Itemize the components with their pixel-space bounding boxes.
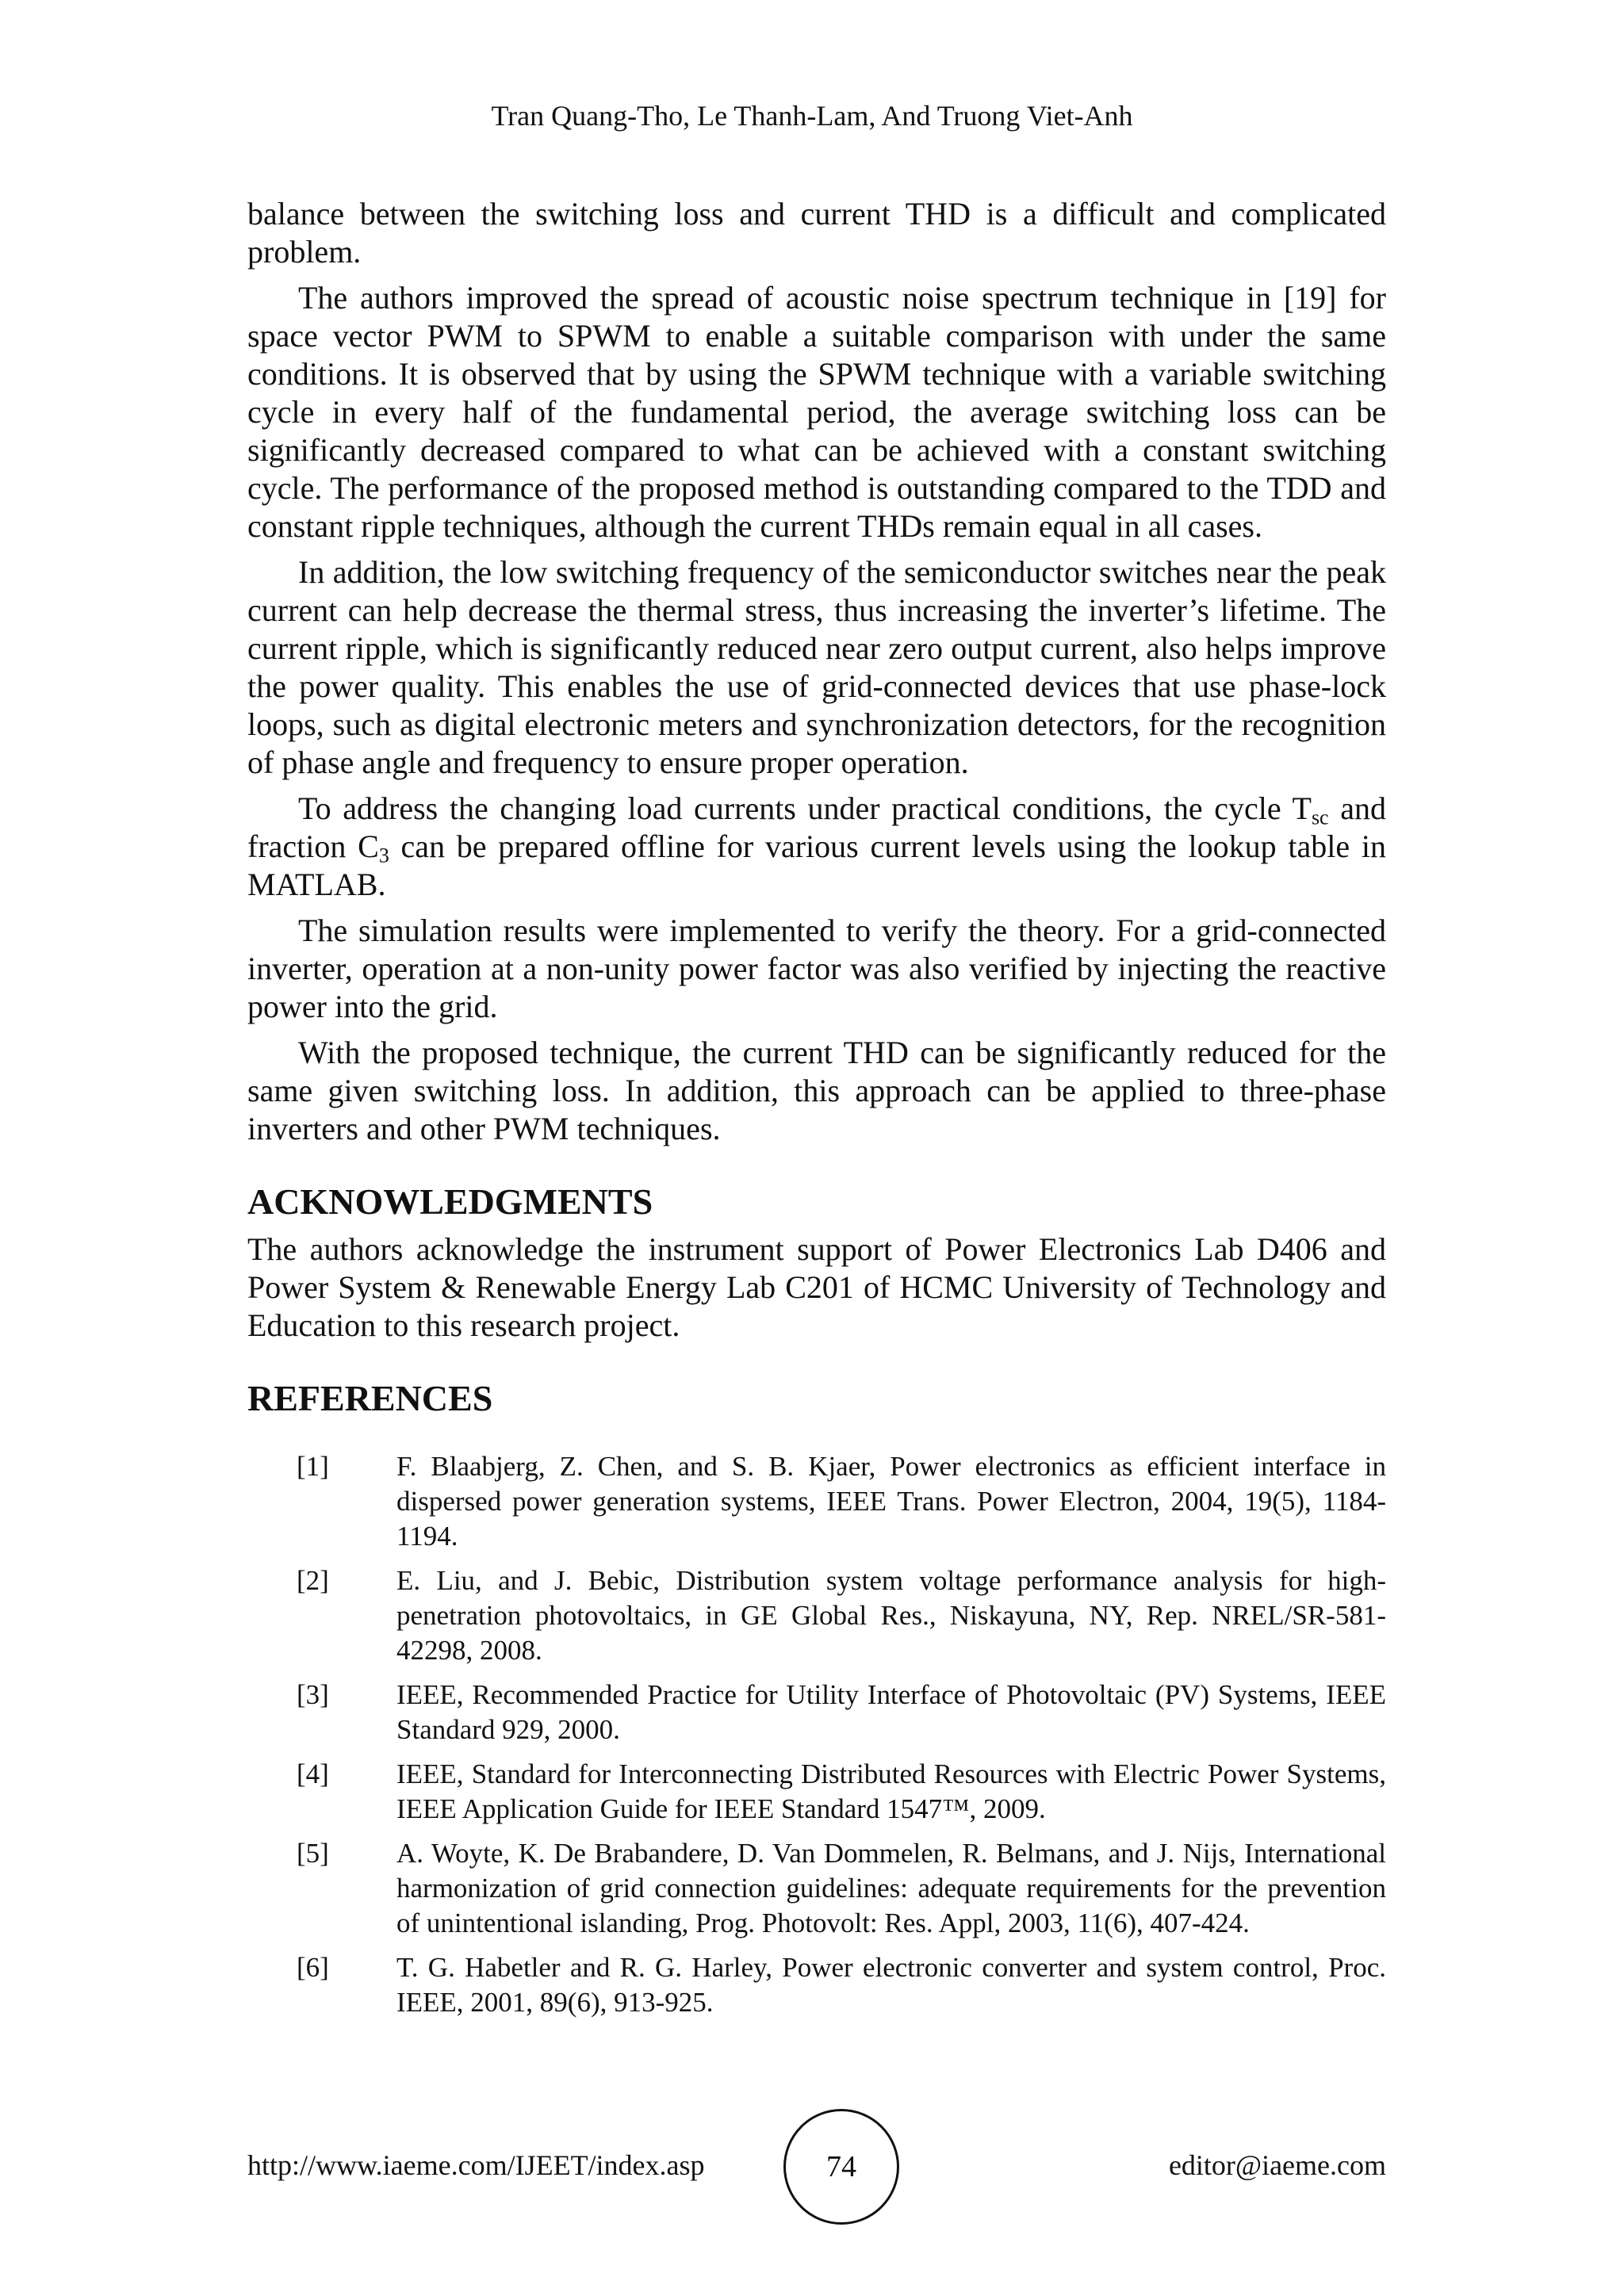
acknowledgments-heading: ACKNOWLEDGMENTS [247,1181,653,1222]
reference-number: [4] [297,1758,329,1789]
reference-text: IEEE, Standard for Interconnecting Distributed Resources with Electric Power Systems, IEEE Application Guide for IEEE Standard 1547™, 2009. [396,1758,1386,1824]
reference-number: [3] [297,1679,329,1710]
p4-text-c: can be prepared offline for various current levels using the lookup table in MATLAB. [247,828,1387,902]
reference-item [247,1836,1386,1941]
reference-item [247,1757,1386,1827]
reference-text: F. Blaabjerg, Z. Chen, and S. B. Kjaer, Power electronics as efficient interface in dispersed power generation systems, IEEE Trans. Power Electron, 2004, 19(5), 1184-1194. [396,1451,1386,1552]
body-paragraph-6: With the proposed technique, the current THD can be significantly reduced for the same given switching loss. In addition, this approach can be applied to three-phase inverters and other PWM techniques. [247,1035,1386,1146]
reference-item [247,1563,1386,1668]
running-header: Tran Quang-Tho, Le Thanh-Lam, And Truong Viet-Anh [491,100,1133,132]
journal-url-link[interactable]: http://www.iaeme.com/IJEET/index.asp [247,2149,705,2181]
p4-subscript-3: 3 [378,844,389,867]
page-content [247,195,1386,2030]
body-paragraph-4 [247,790,1386,904]
p4-subscript-sc: sc [1311,806,1329,829]
body-paragraph-5: The simulation results were implemented to verify the theory. For a grid-connected inverter, operation at a non-unity power factor was also verified by injecting the reactive power into the grid. [247,913,1386,1024]
reference-item [247,1950,1386,2020]
editor-email-link[interactable]: editor@iaeme.com [1168,2149,1386,2181]
reference-list [247,1449,1386,2020]
page-footer [247,2109,1386,2228]
body-paragraph-1: balance between the switching loss and current THD is a difficult and complicated problem. [247,196,1386,270]
p4-text-a: To address the changing load currents under practical conditions, the cycle T [298,790,1312,826]
reference-number: [5] [297,1838,329,1869]
body-paragraph-3: In addition, the low switching frequency of the semiconductor switches near the peak current can help decrease the thermal stress, thus increasing the inverter’s lifetime. The current ripple, which is significantly reduced near zero output current, also helps improve the power quality. This enables the use of grid-connected devices that use phase-lock loops, such as digital electronic meters and synchronization detectors, for the recognition of phase angle and frequency to ensure proper operation. [247,554,1386,780]
p4-text-b: and fraction C [247,790,1386,864]
reference-text: E. Liu, and J. Bebic, Distribution system voltage performance analysis for high-penetration photovoltaics, in GE Global Res., Niskayuna, NY, Rep. NREL/SR-581-42298, 2008. [396,1565,1386,1666]
reference-text: IEEE, Recommended Practice for Utility Interface of Photovoltaic (PV) Systems, IEEE Standard 929, 2000. [396,1679,1386,1745]
page-number: 74 [783,2109,899,2225]
references-heading: REFERENCES [247,1378,493,1418]
reference-number: [2] [297,1565,329,1596]
reference-number: [6] [297,1952,329,1983]
body-paragraph-2: The authors improved the spread of acoustic noise spectrum technique in [19] for space vector PWM to SPWM to enable a suitable comparison with under the same conditions. It is observed that by using the SPWM technique with a variable switching cycle in every half of the fundamental period, the average switching loss can be significantly decreased compared to what can be achieved with a constant switching cycle. The performance of the proposed method is outstanding compared to the TDD and constant ripple techniques, although the current THDs remain equal in all cases. [247,280,1386,544]
reference-item [247,1678,1386,1747]
reference-text: T. G. Habetler and R. G. Harley, Power electronic converter and system control, Proc. IEEE, 2001, 89(6), 913-925. [396,1952,1386,2018]
reference-item [247,1449,1386,1554]
reference-text: A. Woyte, K. De Brabandere, D. Van Dommelen, R. Belmans, and J. Nijs, International harmonization of grid connection guidelines: adequate requirements for the prevention of unintentional islanding, Prog. Photovolt: Res. Appl, 2003, 11(6), 407-424. [396,1838,1386,1938]
acknowledgments-text: The authors acknowledge the instrument support of Power Electronics Lab D406 and Power System & Renewable Energy Lab C201 of HCMC University of Technology and Education to this research project. [247,1231,1386,1343]
reference-number: [1] [297,1451,329,1482]
